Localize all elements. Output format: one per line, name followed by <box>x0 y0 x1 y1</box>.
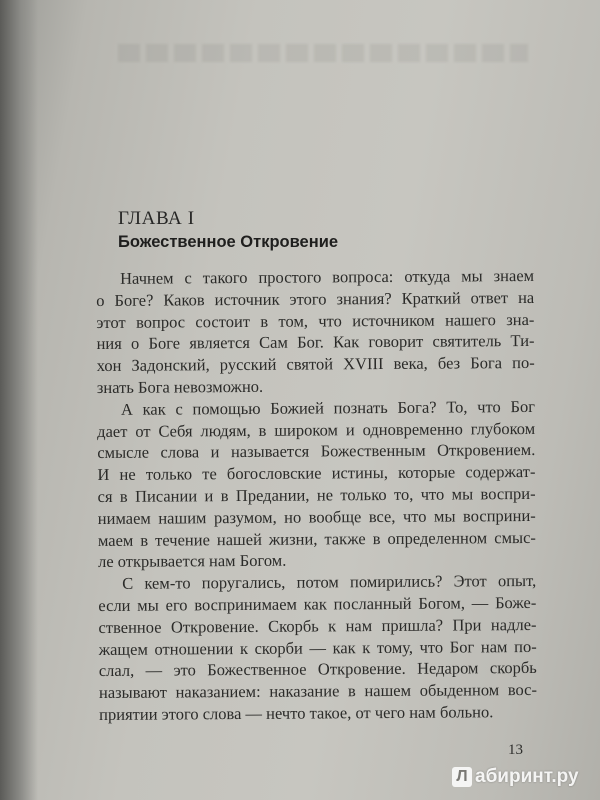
paragraph <box>96 265 535 399</box>
paragraph <box>98 570 537 726</box>
faded-show-through-text <box>118 44 528 62</box>
text-line: нимаем нашим разумом, но вообще все, что мы восприни- <box>97 505 536 528</box>
text-line: маем в течение нашей жизни, также в определенном смыс- <box>97 527 536 550</box>
text-line: С кем-то поругались, потом помирились? Этот опыт, <box>122 571 537 593</box>
text-line: о Боге? Каков источник этого знания? Краткий ответ на <box>96 287 535 310</box>
body-text <box>96 265 537 726</box>
text-line: ственное Откровение. Скорбь к нам пришла? При надле- <box>98 614 537 637</box>
text-line: если мы его воспринимаем как посланный Богом, — Боже- <box>98 592 537 615</box>
labirint-watermark <box>452 766 579 788</box>
text-line: А как с помощью Божией познать Бога? То, что Бог <box>120 396 536 419</box>
book-spine-shadow <box>0 0 38 800</box>
text-line: И не только те богословские истины, которые содержат- <box>97 462 536 485</box>
text-line: ся в Писании и в Предании, не только то, что мы воспри- <box>97 483 536 506</box>
text-line: ле открывается нам Богом. <box>97 551 287 572</box>
text-line: смысле слова и называется Божественным Откровением. <box>97 440 536 463</box>
text-line: знать Бога невозможно. <box>96 376 264 397</box>
watermark-text: абиринт.ру <box>475 766 579 787</box>
text-line: ния о Боге является Сам Бог. Как говорит святитель Ти- <box>96 331 535 354</box>
text-line: Начнем с такого простого вопроса: откуда мы знаем <box>120 265 535 288</box>
text-line: называют наказанием: наказание в нашем обыденном вос- <box>98 680 538 703</box>
text-line: хон Задонский, русский святой XVIII века, без Бога по- <box>96 353 535 376</box>
labirint-logo-icon: Л <box>452 767 472 787</box>
text-line: дает от Себя людям, в широком и одновременно глубоком <box>97 418 536 441</box>
chapter-title: Божественное Откровение <box>118 233 339 251</box>
text-line: жащем отношении к скорби — как к тому, что Бог нам по- <box>98 636 537 659</box>
page-number: 13 <box>508 742 523 758</box>
text-line: слал, — это Божественное Откровение. Недаром скорбь <box>98 658 537 681</box>
text-line: приятии этого слова — нечто такое, от чего нам больно. <box>99 702 494 724</box>
paragraph <box>97 396 536 573</box>
text-line: этот вопрос состоит в том, что источником нашего зна- <box>96 309 535 332</box>
chapter-label: ГЛАВА I <box>118 208 195 229</box>
